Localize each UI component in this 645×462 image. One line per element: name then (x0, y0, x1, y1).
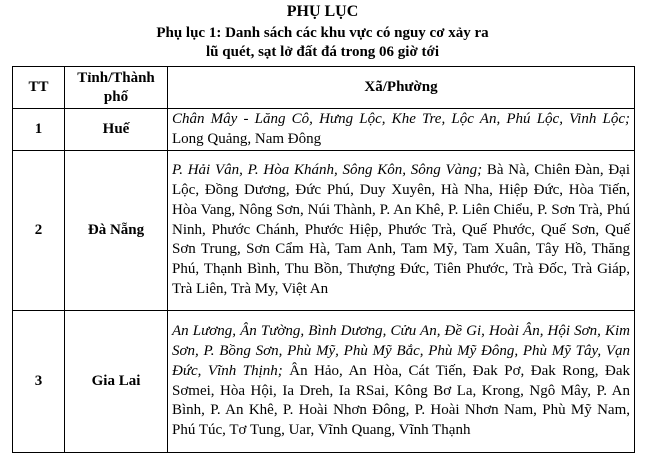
table-row (13, 311, 635, 453)
province-name: Đà Nẵng (65, 151, 168, 311)
header-wards: Xã/Phường (168, 67, 635, 109)
risk-area-table (12, 66, 635, 453)
province-name: Gia Lai (65, 311, 168, 453)
wards-normal: Bà Nà, Chiên Đàn, Đại Lộc, Đồng Dương, Đức Phú, Duy Xuyên, Hà Nha, Hiệp Đức, Hòa Tiến, Hòa Vang, Nông Sơn, Núi Thành, P. An Khê, P. Liên Chiểu, P. Sơn Trà, Phú Ninh, Phước Chánh, Phước Hiệp, Phước Trà, Quế Phước, Quế Sơn, Quế Sơn Trung, Sơn Cẩm Hà, Tam Anh, Tam Mỹ, Tam Xuân, Tây Hồ, Thăng Phú, Thạnh Bình, Thu Bồn, Thượng Đức, Tiên Phước, Trà Đốc, Trà Giáp, Trà Liên, Trà My, Việt An (172, 162, 631, 297)
row-number: 3 (13, 311, 65, 453)
subtitle-line-1: Phụ lục 1: Danh sách các khu vực có nguy cơ xảy ra (156, 25, 489, 41)
wards-italic: P. Hải Vân, P. Hòa Khánh, Sông Kôn, Sông Vàng; (172, 162, 483, 179)
row-number: 1 (13, 109, 65, 151)
row-number: 2 (13, 151, 65, 311)
wards-list (168, 311, 635, 453)
table-row (13, 151, 635, 311)
wards-normal: Long Quảng, Nam Đông (172, 130, 322, 147)
table-header-row (13, 67, 635, 109)
wards-list (168, 109, 635, 151)
header-tt: TT (13, 67, 65, 109)
header-province: Tỉnh/Thành phố (65, 67, 168, 109)
document-title: PHỤ LỤC (286, 3, 359, 20)
wards-italic: An Lương, Ân Tường, Bình Dương, Cửu An, Đề Gi, Hoài Ân, Hội Sơn, Kim Sơn, P. Bồng Sơn, Phù Mỹ, Phù Mỹ Bắc, Phù Mỹ Đông, Phù Mỹ Tây, Vạn Đức, Vĩnh Thịnh; (172, 323, 630, 379)
province-name: Huế (65, 109, 168, 151)
wards-list (168, 151, 635, 311)
table-row (13, 109, 635, 151)
subtitle-line-2: lũ quét, sạt lở đất đá trong 06 giờ tới (206, 44, 439, 60)
document-subtitle (0, 24, 645, 62)
wards-normal: Ân Hảo, An Hòa, Cát Tiến, Đak Pơ, Đak Rong, Đak Sơmei, Hòa Hội, Ia Dreh, Ia RSai, Kông Bơ La, Krong, Ngô Mây, P. An Bình, P. An Khê, P. Hoài Nhơn Đông, P. Hoài Nhơn Nam, Phù Mỹ Nam, Phú Túc, Tơ Tung, Uar, Vĩnh Quang, Vĩnh Thạnh (172, 362, 630, 439)
wards-italic: Chân Mây - Lăng Cô, Hưng Lộc, Khe Tre, Lộc An, Phú Lộc, Vinh Lộc; (172, 110, 630, 127)
